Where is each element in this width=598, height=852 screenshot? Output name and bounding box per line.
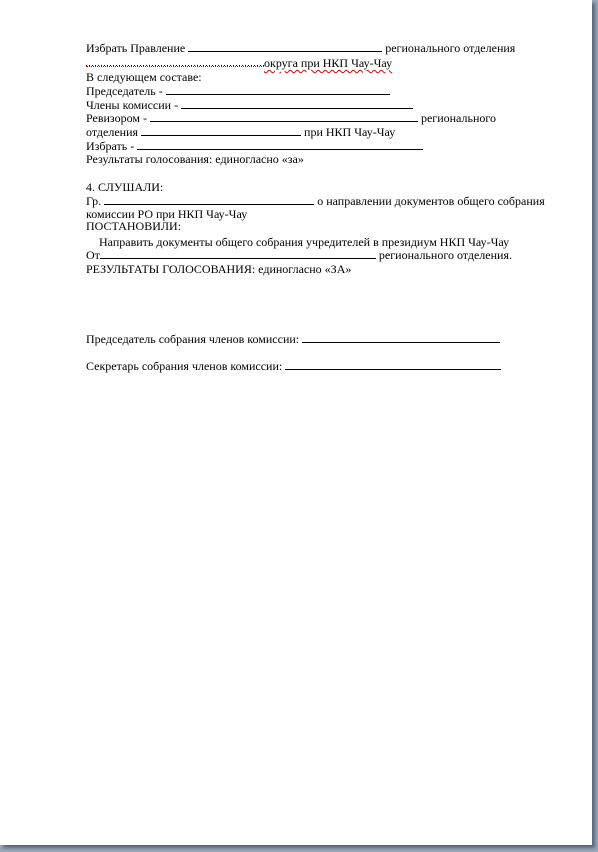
secretary-signature-line (86, 359, 501, 373)
elect-label: Избрать - (86, 139, 135, 153)
elect-blank[interactable] (137, 139, 423, 150)
elect-board-line (86, 41, 515, 55)
district-line (86, 56, 392, 70)
chairman-label: Председатель - (86, 84, 163, 98)
regional-branch-label: регионального отделения (385, 41, 516, 55)
citizen-label: Гр. (86, 194, 102, 208)
chairman-blank[interactable] (166, 84, 390, 95)
voting-results-2: РЕЗУЛЬТАТЫ ГОЛОСОВАНИЯ: единогласно «ЗА» (86, 262, 352, 276)
secretary-signature-blank[interactable] (285, 359, 501, 370)
from-blank[interactable] (100, 248, 376, 259)
documents-direction-label: о направлении документов общего собрания (317, 194, 545, 208)
auditor-line (86, 111, 496, 125)
elect-board-label: Избрать Правление (86, 41, 186, 55)
citizen-line (86, 194, 545, 208)
auditor-branch-line (86, 125, 395, 139)
auditor-regional-label: регионального (420, 111, 496, 125)
board-blank[interactable] (188, 41, 382, 52)
chairman-signature-label: Председатель собрания членов комиссии: (86, 332, 300, 346)
from-line (86, 248, 512, 262)
chairman-line (86, 84, 390, 98)
district-blank[interactable] (86, 56, 264, 67)
branch-nkp-label: при НКП Чау-Чау (304, 125, 396, 139)
resolved-heading: ПОСТАНОВИЛИ: (86, 219, 182, 233)
commission-members-blank[interactable] (181, 98, 413, 109)
citizen-blank[interactable] (104, 194, 314, 205)
auditor-blank[interactable] (150, 111, 418, 122)
elect-line (86, 139, 423, 153)
chairman-signature-blank[interactable] (302, 332, 500, 343)
auditor-label: Ревизором - (86, 111, 147, 125)
composition-label: В следующем составе: (86, 70, 202, 84)
secretary-signature-label: Секретарь собрания членов комиссии: (86, 359, 283, 373)
branch-blank[interactable] (141, 125, 301, 136)
voting-results-1: Результаты голосования: единогласно «за» (86, 152, 304, 166)
from-label: От (86, 248, 100, 262)
chairman-signature-line (86, 332, 500, 346)
commission-members-label: Члены комиссии - (86, 98, 179, 112)
district-label: округа при НКП Чау-Чау (264, 56, 393, 70)
commission-members-line (86, 98, 413, 112)
section-4-heard: 4. СЛУШАЛИ: (86, 180, 164, 194)
commission-ro-label: комиссии РО при НКП Чау-Чау (86, 207, 248, 221)
regional-branch-end-label: регионального отделения. (378, 248, 512, 262)
send-documents-text: Направить документы общего собрания учредителей в президиум НКП Чау-Чау (99, 235, 510, 249)
branch-label: отделения (86, 125, 139, 139)
